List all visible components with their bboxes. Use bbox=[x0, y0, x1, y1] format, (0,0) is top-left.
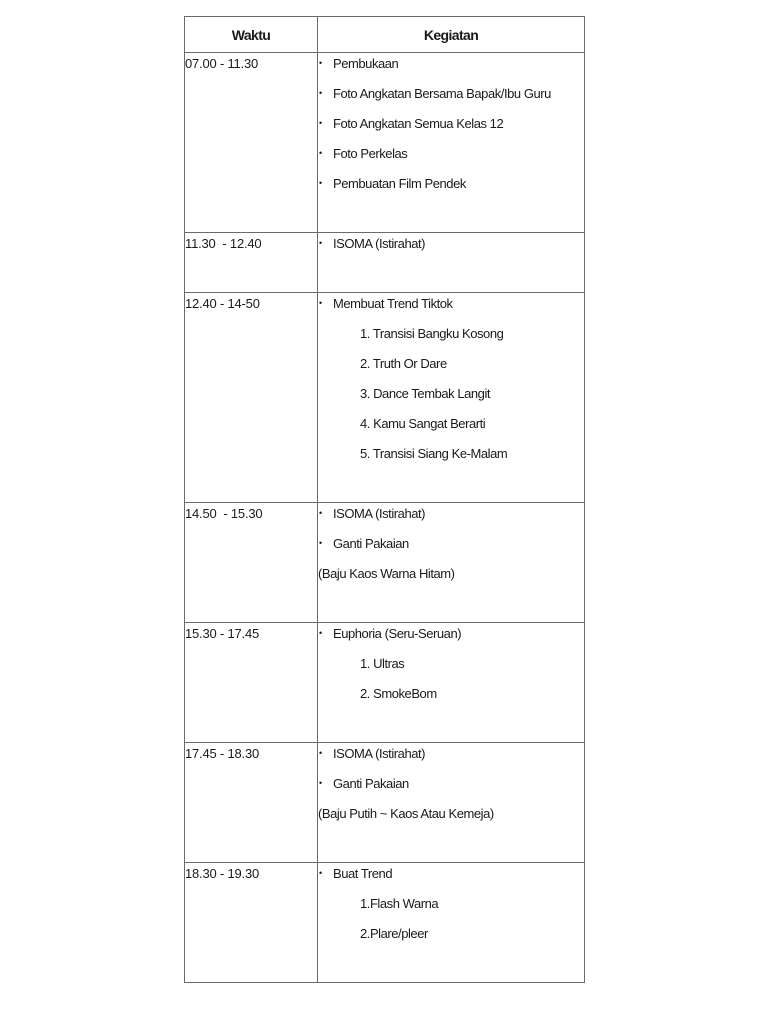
activity-list bbox=[318, 53, 584, 206]
list-item: • Foto Angkatan Bersama Bapak/Ibu Guru bbox=[318, 86, 584, 116]
table-row bbox=[185, 233, 585, 293]
activity-cell bbox=[318, 863, 585, 983]
activity-cell bbox=[318, 293, 585, 503]
list-sub-item: 1. Transisi Bangku Kosong bbox=[360, 326, 504, 341]
list-item: • Pembuatan Film Pendek bbox=[318, 176, 584, 206]
time-cell bbox=[185, 233, 318, 293]
table-row bbox=[185, 503, 585, 623]
list-item: • ISOMA (Istirahat) bbox=[318, 506, 584, 536]
time-value: 18.30 - 19.30 bbox=[185, 866, 260, 881]
time-cell bbox=[185, 743, 318, 863]
table-row bbox=[185, 623, 585, 743]
time-value: 07.00 - 11.30 bbox=[185, 56, 259, 71]
activity-cell bbox=[318, 623, 585, 743]
header-time: Waktu bbox=[185, 17, 318, 53]
activity-list bbox=[318, 623, 584, 716]
header-activity: Kegiatan bbox=[318, 17, 585, 53]
list-note: (Baju Putih ~ Kaos Atau Kemeja) bbox=[318, 806, 494, 821]
list-item: • Ganti Pakaian bbox=[318, 776, 584, 806]
table-header-row bbox=[185, 17, 585, 53]
list-item: • Foto Angkatan Semua Kelas 12 bbox=[318, 116, 584, 146]
time-value: 15.30 - 17.45 bbox=[185, 626, 260, 641]
time-value: 17.45 - 18.30 bbox=[185, 746, 260, 761]
activity-cell bbox=[318, 233, 585, 293]
list-item: • ISOMA (Istirahat) bbox=[318, 746, 584, 776]
list-sub-item: 2. SmokeBom bbox=[360, 686, 437, 701]
activity-cell bbox=[318, 53, 585, 233]
time-cell bbox=[185, 863, 318, 983]
table-row bbox=[185, 743, 585, 863]
list-item: • Euphoria (Seru-Seruan) bbox=[318, 626, 584, 656]
list-item: • Pembukaan bbox=[318, 56, 584, 86]
time-value: 11.30 - 12.40 bbox=[185, 236, 262, 251]
table-row bbox=[185, 293, 585, 503]
list-sub-item: 1. Ultras bbox=[360, 656, 405, 671]
list-item: • Membuat Trend Tiktok bbox=[318, 296, 584, 326]
activity-list bbox=[318, 293, 584, 476]
list-item: • ISOMA (Istirahat) bbox=[318, 236, 584, 266]
activity-cell bbox=[318, 503, 585, 623]
time-cell bbox=[185, 503, 318, 623]
list-sub-item: 5. Transisi Siang Ke-Malam bbox=[360, 446, 508, 461]
activity-list bbox=[318, 233, 584, 266]
table-row bbox=[185, 53, 585, 233]
schedule-table bbox=[184, 16, 585, 983]
activity-list bbox=[318, 863, 584, 956]
activity-cell bbox=[318, 743, 585, 863]
list-sub-item: 2. Truth Or Dare bbox=[360, 356, 447, 371]
activity-list bbox=[318, 743, 584, 836]
time-value: 12.40 - 14-50 bbox=[185, 296, 260, 311]
activity-list bbox=[318, 503, 584, 596]
time-cell bbox=[185, 53, 318, 233]
table-row bbox=[185, 863, 585, 983]
list-sub-item: 1.Flash Warna bbox=[360, 896, 439, 911]
list-sub-item: 3. Dance Tembak Langit bbox=[360, 386, 491, 401]
list-item: • Buat Trend bbox=[318, 866, 584, 896]
time-value: 14.50 - 15.30 bbox=[185, 506, 263, 521]
list-sub-item: 2.Plare/pleer bbox=[360, 926, 428, 941]
list-item: • Foto Perkelas bbox=[318, 146, 584, 176]
list-note: (Baju Kaos Warna Hitam) bbox=[318, 566, 455, 581]
time-cell bbox=[185, 293, 318, 503]
time-cell bbox=[185, 623, 318, 743]
list-item: • Ganti Pakaian bbox=[318, 536, 584, 566]
list-sub-item: 4. Kamu Sangat Berarti bbox=[360, 416, 486, 431]
